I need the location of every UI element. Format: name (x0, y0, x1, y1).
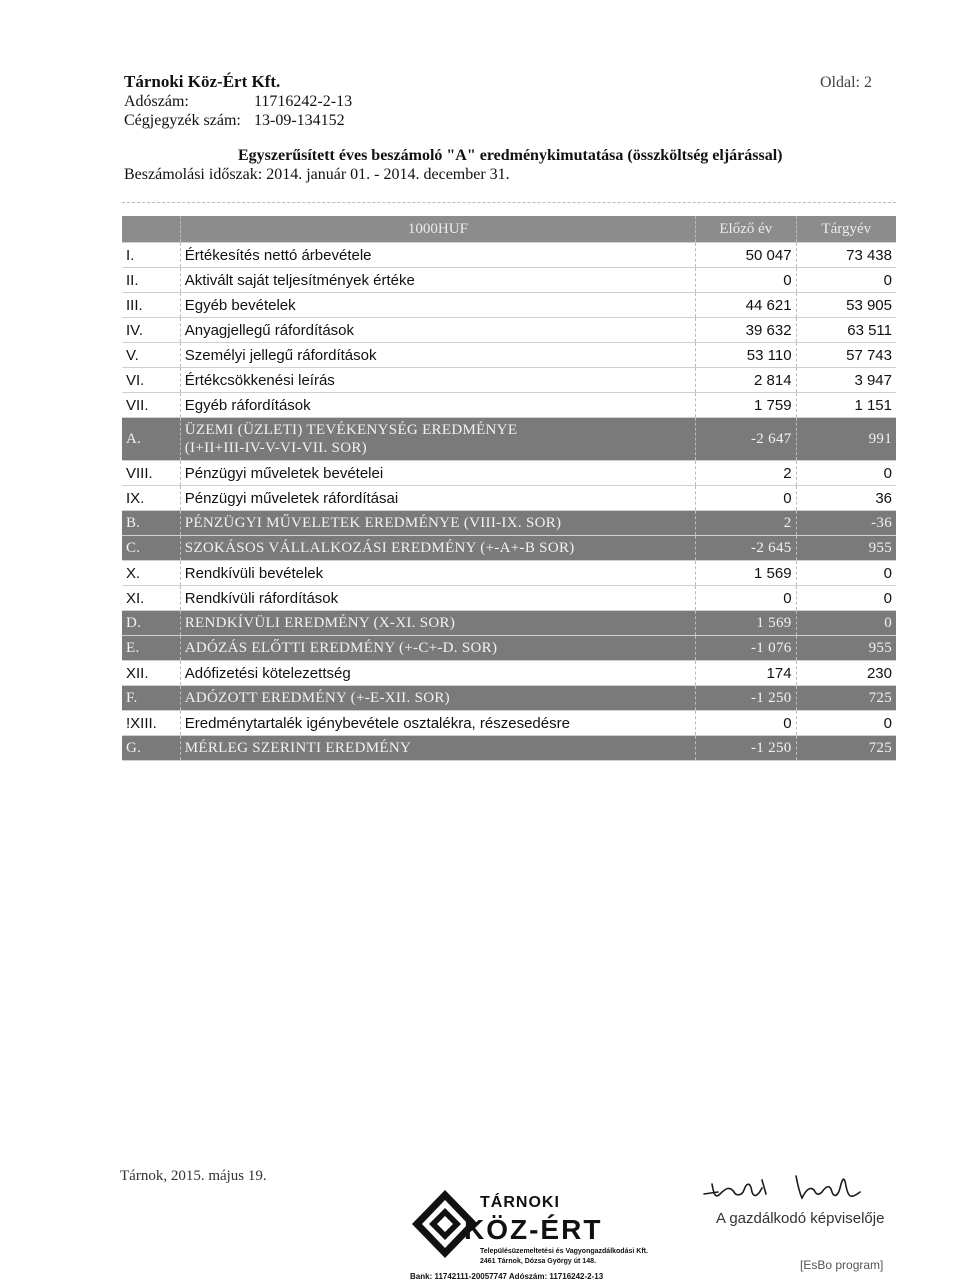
row-code: I. (122, 243, 180, 268)
row-label: Egyéb ráfordítások (180, 393, 695, 418)
row-current-year: 1 151 (796, 393, 896, 418)
divider (122, 202, 896, 203)
company-name: Tárnoki Köz-Ért Kft. (124, 72, 281, 91)
header-unit: 1000HUF (180, 216, 695, 243)
row-code: E. (122, 636, 180, 661)
row-prev-year: 0 (696, 486, 796, 511)
row-prev-year: 44 621 (696, 293, 796, 318)
row-current-year: 53 905 (796, 293, 896, 318)
row-label: Értékesítés nettó árbevétele (180, 243, 695, 268)
table-row (122, 561, 896, 586)
row-code: IV. (122, 318, 180, 343)
registration-number-value: 13-09-134152 (254, 112, 345, 129)
row-code: VI. (122, 368, 180, 393)
row-code: G. (122, 736, 180, 761)
row-code: XII. (122, 661, 180, 686)
report-title: Egyszerűsített éves beszámoló "A" eredménykimutatása (összköltség eljárással) (238, 147, 783, 164)
stamp-bottom-line: Bank: 11742111-20057747 Adószám: 11716242-2-13 (410, 1272, 604, 1281)
row-label-line-1: ÜZEMI (ÜZLETI) TEVÉKENYSÉG EREDMÉNYE (184, 422, 518, 438)
row-label-line-2: (I+II+III-IV-V-VI-VII. SOR) (184, 440, 367, 456)
table-row (122, 711, 896, 736)
row-prev-year: -1 250 (696, 736, 796, 761)
row-code: III. (122, 293, 180, 318)
table-row (122, 343, 896, 368)
subtotal-row (122, 736, 896, 761)
row-prev-year: 0 (696, 268, 796, 293)
row-prev-year: 0 (696, 586, 796, 611)
table-row (122, 586, 896, 611)
table-row (122, 393, 896, 418)
row-label: ADÓZOTT EREDMÉNY (+-E-XII. SOR) (180, 686, 695, 711)
row-label: Aktivált saját teljesítmények értéke (180, 268, 695, 293)
row-code: XI. (122, 586, 180, 611)
row-prev-year: -2 645 (696, 536, 796, 561)
row-code: F. (122, 686, 180, 711)
table-row (122, 293, 896, 318)
row-current-year: 63 511 (796, 318, 896, 343)
row-code: X. (122, 561, 180, 586)
subtotal-row (122, 511, 896, 536)
row-prev-year: -2 647 (696, 418, 796, 461)
row-current-year: 230 (796, 661, 896, 686)
table-row (122, 368, 896, 393)
row-label: Eredménytartalék igénybevétele osztalékra, részesedésre (180, 711, 695, 736)
table-header-row (122, 216, 896, 243)
tax-number-label: Adószám: (124, 93, 189, 110)
row-current-year: 0 (796, 461, 896, 486)
row-label: RENDKÍVÜLI EREDMÉNY (X-XI. SOR) (180, 611, 695, 636)
table-row (122, 243, 896, 268)
row-prev-year: 1 759 (696, 393, 796, 418)
row-code: V. (122, 343, 180, 368)
tax-number-value: 11716242-2-13 (254, 93, 353, 110)
row-code: C. (122, 536, 180, 561)
row-prev-year: 2 (696, 461, 796, 486)
header-prev-year: Előző év (696, 216, 796, 243)
income-statement-table (122, 216, 896, 761)
row-code: D. (122, 611, 180, 636)
row-prev-year: 2 814 (696, 368, 796, 393)
row-code: B. (122, 511, 180, 536)
row-current-year: 3 947 (796, 368, 896, 393)
signature-caption: A gazdálkodó képviselője (716, 1210, 885, 1227)
row-label: Anyagjellegű ráfordítások (180, 318, 695, 343)
signature (700, 1170, 890, 1206)
place-date: Tárnok, 2015. május 19. (120, 1168, 267, 1184)
row-current-year: 725 (796, 686, 896, 711)
subtotal-row (122, 536, 896, 561)
row-current-year: 955 (796, 536, 896, 561)
subtotal-row (122, 611, 896, 636)
row-label: MÉRLEG SZERINTI EREDMÉNY (180, 736, 695, 761)
page-number: Oldal: 2 (820, 74, 872, 91)
row-label: Pénzügyi műveletek bevételei (180, 461, 695, 486)
row-label: Rendkívüli bevételek (180, 561, 695, 586)
row-label: Személyi jellegű ráfordítások (180, 343, 695, 368)
row-current-year: 0 (796, 268, 896, 293)
registration-number-line (124, 112, 345, 130)
row-prev-year: 50 047 (696, 243, 796, 268)
row-current-year: 955 (796, 636, 896, 661)
row-label: Pénzügyi műveletek ráfordításai (180, 486, 695, 511)
row-current-year: 0 (796, 711, 896, 736)
table-row (122, 461, 896, 486)
registration-number-label: Cégjegyzék szám: (124, 112, 241, 129)
row-label (180, 418, 695, 461)
row-code: !XIII. (122, 711, 180, 736)
row-label: ADÓZÁS ELŐTTI EREDMÉNY (+-C+-D. SOR) (180, 636, 695, 661)
row-label: Rendkívüli ráfordítások (180, 586, 695, 611)
stamp-subname: KÖZ-ÉRT (464, 1214, 603, 1245)
row-prev-year: 174 (696, 661, 796, 686)
subtotal-row (122, 686, 896, 711)
row-current-year: 57 743 (796, 343, 896, 368)
row-current-year: 0 (796, 586, 896, 611)
row-prev-year: 1 569 (696, 611, 796, 636)
program-label: [EsBo program] (800, 1258, 884, 1272)
table-body (122, 243, 896, 761)
table-row (122, 268, 896, 293)
row-prev-year: -1 076 (696, 636, 796, 661)
row-label: Egyéb bevételek (180, 293, 695, 318)
row-current-year: -36 (796, 511, 896, 536)
row-prev-year: 39 632 (696, 318, 796, 343)
row-current-year: 0 (796, 611, 896, 636)
row-label: Értékcsökkenési leírás (180, 368, 695, 393)
table-row (122, 486, 896, 511)
row-code: IX. (122, 486, 180, 511)
row-current-year: 991 (796, 418, 896, 461)
row-prev-year: 0 (696, 711, 796, 736)
row-current-year: 36 (796, 486, 896, 511)
tax-number-line (124, 93, 352, 111)
stamp-line-1: Településüzemeltetési és Vagyongazdálkodási Kft. (480, 1248, 648, 1255)
row-code: VIII. (122, 461, 180, 486)
row-prev-year: -1 250 (696, 686, 796, 711)
stamp-name: TÁRNOKI (480, 1194, 560, 1211)
table-row (122, 661, 896, 686)
table-row (122, 318, 896, 343)
subtotal-row (122, 418, 896, 461)
subtotal-row (122, 636, 896, 661)
row-current-year: 73 438 (796, 243, 896, 268)
row-prev-year: 2 (696, 511, 796, 536)
row-label: PÉNZÜGYI MŰVELETEK EREDMÉNYE (VIII-IX. SOR) (180, 511, 695, 536)
row-code: VII. (122, 393, 180, 418)
row-label: Adófizetési kötelezettség (180, 661, 695, 686)
row-current-year: 725 (796, 736, 896, 761)
stamp-line-2: 2461 Tárnok, Dózsa György út 148. (480, 1258, 596, 1265)
row-current-year: 0 (796, 561, 896, 586)
row-code: II. (122, 268, 180, 293)
header-code-cell (122, 216, 180, 243)
report-period: Beszámolási időszak: 2014. január 01. - 2014. december 31. (124, 166, 510, 183)
row-prev-year: 53 110 (696, 343, 796, 368)
row-prev-year: 1 569 (696, 561, 796, 586)
company-stamp (410, 1188, 648, 1283)
header-current-year: Tárgyév (796, 216, 896, 243)
row-code: A. (122, 418, 180, 461)
row-label: SZOKÁSOS VÁLLALKOZÁSI EREDMÉNY (+-A+-B SOR) (180, 536, 695, 561)
